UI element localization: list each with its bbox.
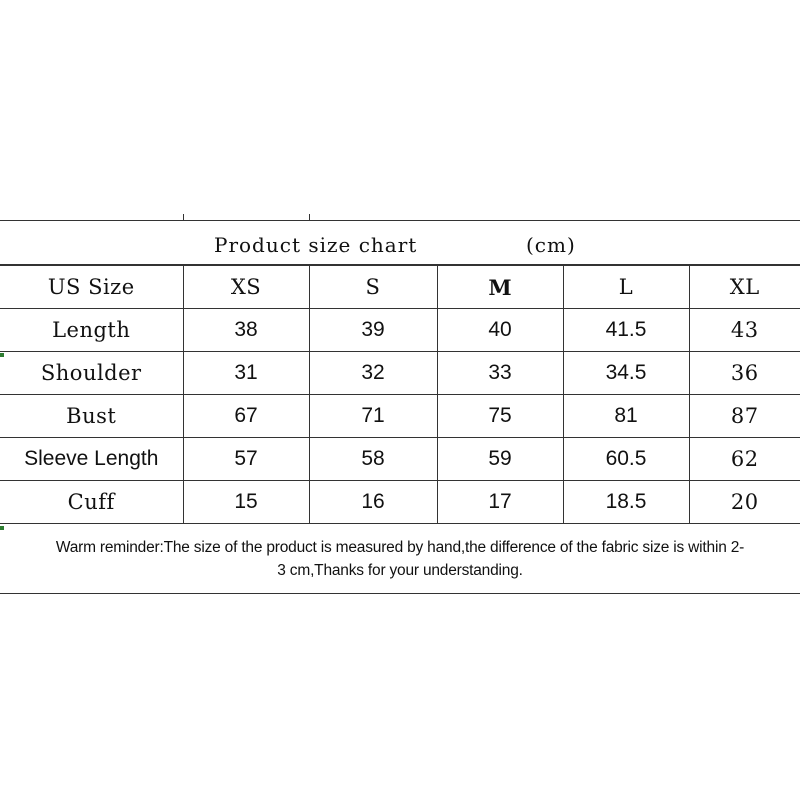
table-row xyxy=(0,438,800,481)
table-cell: 60.5 xyxy=(563,438,689,481)
table-cell: 71 xyxy=(309,395,437,438)
table-cell: 18.5 xyxy=(563,481,689,524)
header-label: US Size xyxy=(0,266,183,309)
size-header-l: L xyxy=(563,266,689,309)
table-cell: 43 xyxy=(689,309,800,352)
table-cell: 59 xyxy=(437,438,563,481)
table-cell: 34.5 xyxy=(563,352,689,395)
table-cell: 16 xyxy=(309,481,437,524)
size-header-s: S xyxy=(309,266,437,309)
row-label: Sleeve Length xyxy=(0,438,183,481)
size-table xyxy=(0,265,800,524)
table-cell: 32 xyxy=(309,352,437,395)
table-cell: 57 xyxy=(183,438,309,481)
size-header-m: M xyxy=(437,266,563,309)
table-row xyxy=(0,352,800,395)
chart-title: Product size chart xyxy=(214,233,418,257)
row-label: Bust xyxy=(0,395,183,438)
table-cell: 81 xyxy=(563,395,689,438)
table-row xyxy=(0,481,800,524)
size-header-xl: XL xyxy=(689,266,800,309)
row-label: Cuff xyxy=(0,481,183,524)
table-cell: 15 xyxy=(183,481,309,524)
table-row xyxy=(0,309,800,352)
table-cell: 40 xyxy=(437,309,563,352)
row-label: Length xyxy=(0,309,183,352)
row-label: Shoulder xyxy=(0,352,183,395)
note-line-1: Warm reminder:The size of the product is measured by hand,the difference of the fabric size is within 2- xyxy=(55,539,745,556)
table-cell: 38 xyxy=(183,309,309,352)
chart-unit: (cm) xyxy=(526,233,576,257)
table-cell: 36 xyxy=(689,352,800,395)
table-cell: 39 xyxy=(309,309,437,352)
table-cell: 87 xyxy=(689,395,800,438)
table-cell: 67 xyxy=(183,395,309,438)
header-row xyxy=(0,266,800,309)
note-line-2: 3 cm,Thanks for your understanding. xyxy=(277,562,523,579)
table-cell: 58 xyxy=(309,438,437,481)
size-chart xyxy=(0,220,800,594)
corner-mark xyxy=(0,353,4,357)
warm-reminder-note xyxy=(0,528,800,594)
table-row xyxy=(0,395,800,438)
table-cell: 31 xyxy=(183,352,309,395)
table-cell: 20 xyxy=(689,481,800,524)
table-cell: 62 xyxy=(689,438,800,481)
table-cell: 17 xyxy=(437,481,563,524)
table-cell: 33 xyxy=(437,352,563,395)
title-row xyxy=(0,220,800,265)
table-cell: 41.5 xyxy=(563,309,689,352)
table-cell: 75 xyxy=(437,395,563,438)
size-header-xs: XS xyxy=(183,266,309,309)
corner-mark xyxy=(0,526,4,530)
